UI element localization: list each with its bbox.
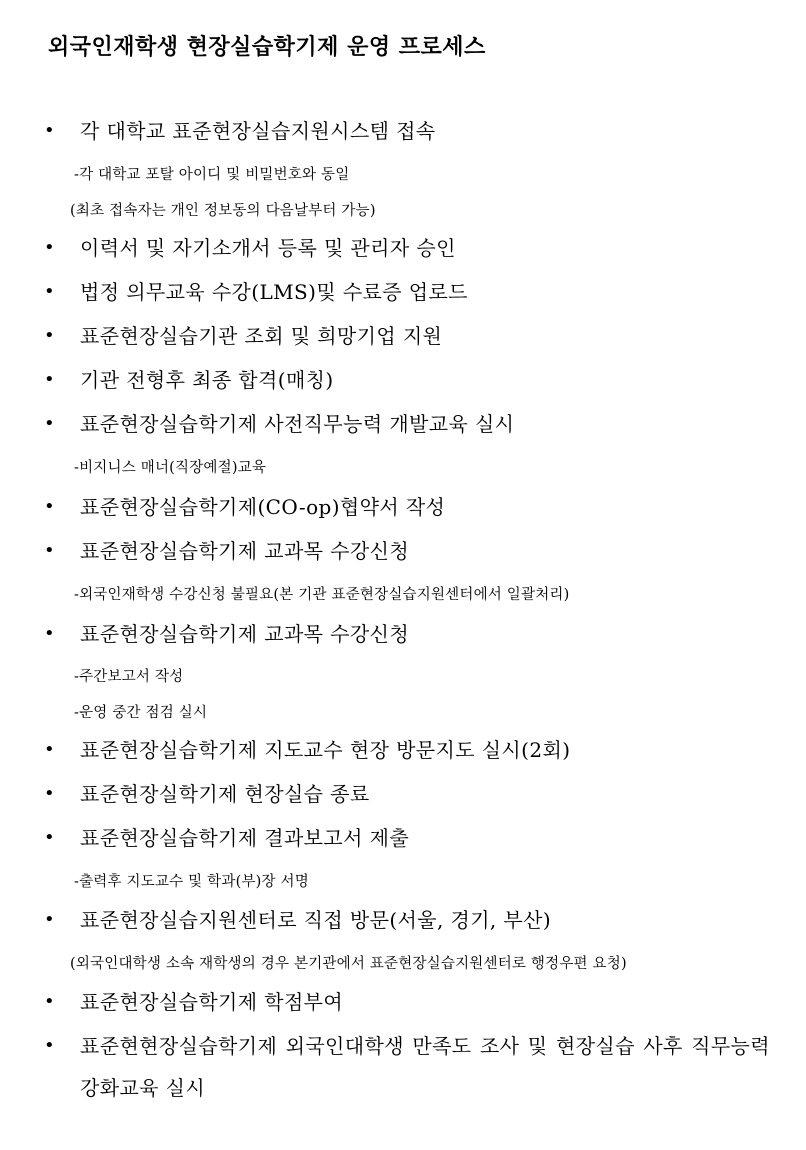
bullet-icon: • (44, 237, 55, 258)
step-note: -비지니스 매너(직장예절)교육 (74, 460, 267, 476)
step-label: 법정 의무교육 수강(LMS)및 수료증 업로드 (80, 280, 468, 304)
step-label: 표준현장실습지원센터로 직접 방문(서울, 경기, 부산) (80, 908, 552, 932)
bullet-icon: • (44, 540, 55, 561)
bullet-icon: • (44, 739, 55, 760)
bullet-icon: • (44, 325, 55, 346)
step-note: (외국인대학생 소속 재학생의 경우 본기관에서 표준현장실습지원센터로 행정우편 요청) (70, 956, 627, 972)
bullet-icon: • (44, 623, 55, 644)
bullet-icon: • (44, 827, 55, 848)
step-label: 표준현현장실습학기제 외국인대학생 만족도 조사 및 현장실습 사후 직무능력 강화교육 실시 (80, 1034, 770, 1100)
bullet-icon: • (44, 909, 55, 930)
bullet-icon: • (44, 281, 55, 302)
bullet-icon: • (44, 369, 55, 390)
step-label: 표준현장실습학기제(CO-op)협약서 작성 (80, 495, 446, 519)
step-label: 이력서 및 자기소개서 등록 및 관리자 승인 (80, 236, 456, 260)
step-note: -운영 중간 점검 실시 (74, 705, 208, 721)
step-label: 기관 전형후 최종 합격(매칭) (80, 368, 334, 392)
step-label: 표준현장실습기관 조회 및 희망기업 지원 (80, 324, 443, 348)
step-note: -외국인재학생 수강신청 불필요(본 기관 표준현장실습지원센터에서 일괄처리) (74, 587, 570, 603)
step-label: 표준현장실습학기제 사전직무능력 개발교육 실시 (80, 412, 515, 436)
step-note: -출력후 지도교수 및 학과(부)장 서명 (74, 874, 309, 890)
bullet-icon: • (44, 496, 55, 517)
step-label: 각 대학교 표준현장실습지원시스템 접속 (80, 119, 436, 143)
bullet-icon: • (44, 413, 55, 434)
bullet-icon: • (44, 120, 55, 141)
step-label: 표준현장실습학기제 결과보고서 제출 (80, 826, 410, 850)
step-note: -주간보고서 작성 (74, 669, 184, 685)
bullet-icon: • (44, 783, 55, 804)
step-label: 표준현장실습학기제 지도교수 현장 방문지도 실시(2회) (80, 738, 571, 762)
bullet-icon: • (44, 1035, 55, 1056)
step-label: 표준현장실습학기제 학점부여 (80, 990, 344, 1014)
step-note: -각 대학교 포탈 아이디 및 비밀번호와 동일 (74, 167, 350, 183)
bullet-icon: • (44, 991, 55, 1012)
step-label: 표준현장실학기제 현장실습 종료 (80, 782, 370, 806)
step-label: 표준현장실습학기제 교과목 수강신청 (80, 539, 410, 563)
step-note: (최초 접속자는 개인 정보동의 다음날부터 가능) (70, 203, 376, 219)
step-label: 표준현장실습학기제 교과목 수강신청 (80, 622, 410, 646)
page-title: 외국인재학생 현장실습학기제 운영 프로세스 (48, 35, 486, 60)
